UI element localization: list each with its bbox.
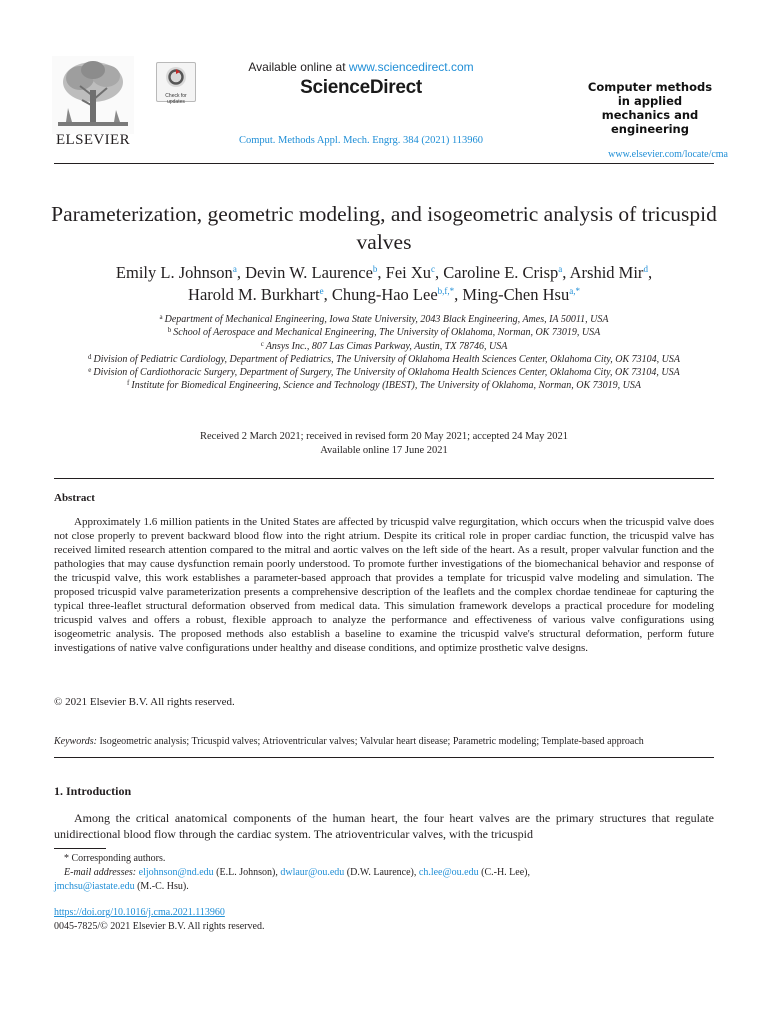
sciencedirect-link[interactable]: www.sciencedirect.com (348, 60, 474, 74)
affiliation-key: a (159, 313, 163, 321)
author-affil-mark[interactable]: e (319, 286, 324, 296)
abstract-heading: Abstract (54, 492, 95, 504)
affiliation-key: e (88, 366, 92, 375)
author-name: Caroline E. Crisp (443, 263, 559, 282)
affiliation (80, 313, 688, 326)
email-link[interactable]: ch.lee@ou.edu (418, 867, 479, 878)
author-affil-mark[interactable]: b (372, 264, 378, 274)
author-affil-mark[interactable]: a (558, 264, 563, 274)
affiliation-key: f (127, 379, 130, 388)
check-updates-label: Check for updates (165, 93, 187, 105)
email-addresses-cont (54, 880, 714, 894)
author-name: Emily L. Johnson (115, 263, 233, 282)
section-heading-introduction: 1. Introduction (54, 784, 132, 798)
journal-title-line: engineering (611, 122, 689, 136)
issn-copyright: 0045-7825/© 2021 Elsevier B.V. All rights reserved. (54, 921, 265, 932)
keywords-label: Keywords: (54, 736, 97, 747)
author-name: Harold M. Burkhart (188, 285, 320, 304)
affiliation (80, 353, 688, 366)
affiliation-text: Ansys Inc., 807 Las Cimas Parkway, Austin, TX 78746, USA (265, 340, 508, 352)
affiliation (80, 340, 688, 353)
affiliation-text: Division of Pediatric Cardiology, Department of Pediatrics, The University of Oklahoma Health Sciences Center, Oklahoma City, OK 73104, USA (93, 353, 680, 365)
journal-title-line: in applied (617, 94, 683, 108)
journal-homepage-link[interactable]: www.elsevier.com/locate/cma (608, 149, 728, 160)
available-online-date: Available online 17 June 2021 (320, 444, 448, 456)
affiliation-text: Division of Cardiothoracic Surgery, Department of Surgery, The University of Oklahoma Health Sciences Center, Oklahoma City, OK 73104, USA (93, 367, 680, 379)
keywords (54, 735, 724, 748)
journal-reference[interactable]: Comput. Methods Appl. Mech. Engrg. 384 (2021) 113960 (238, 135, 484, 146)
header-rule (54, 163, 714, 164)
email-label: E-mail addresses: (64, 867, 137, 878)
abstract-copyright: © 2021 Elsevier B.V. All rights reserved. (54, 696, 235, 708)
update-icon (165, 66, 187, 88)
author-name: Devin W. Laurence (245, 263, 373, 282)
available-online (200, 60, 522, 74)
author-name: Arshid Mir (569, 263, 644, 282)
keywords-list: Isogeometric analysis; Tricuspid valves; Atrioventricular valves; Valvular heart disease; Parametric modeling; Template-based approach (96, 736, 644, 747)
available-prefix: Available online at (248, 60, 349, 74)
author-affil-mark[interactable]: a,* (569, 286, 580, 296)
abstract-text: Approximately 1.6 million patients in the United States are affected by tricuspid valve regurgitation, which occurs when the tricuspid valve does not close properly to prevent backward blood flow into the right atrium. Despite its critical role in proper cardiac function, the tricuspid valve has received limited research attention compared to the mitral and aortic valves on the left side of the heart. As a result, proper valvular function and the pathologies that may cause dysfunction remain poorly understood. To promote further investigations of the biomechanical behavior and response of the tricuspid valve, this work establishes a parameter-based approach that provides a template for tricuspid valve modeling and simulation. The proposed tricuspid valve parameterization presents a comprehensive description of the leaflets and the complex chordae tendineae for capturing the typical three-leaflet structural deformation observed from medical data. This simulation framework develops a practical procedure for modeling tricuspid valves and offers a robust, flexible approach to analyze the performance and effectiveness of various valve configurations using isogeometric analysis. The proposed methods also establish a baseline to examine the tricuspid valve's structural deformation, perform future investigations of native valve configurations under healthy and disease conditions, and optimize prosthetic valve designs. (54, 516, 714, 654)
affiliation-text: Institute for Biomedical Engineering, Science and Technology (IBEST), The University of Oklahoma, Norman, OK 73019, USA (131, 380, 641, 392)
affiliation-key: b (167, 326, 172, 335)
affiliation (80, 366, 688, 379)
author-name: Fei Xu (385, 263, 432, 282)
publisher-name: ELSEVIER (55, 132, 131, 148)
author-affil-mark[interactable]: d (643, 264, 648, 274)
author-affil-mark[interactable]: b,f,* (437, 286, 455, 296)
affiliation-key: d (88, 352, 92, 361)
corresponding-author-note: * Corresponding authors. (64, 853, 166, 864)
abstract-top-rule (54, 478, 714, 479)
affiliation-list (80, 313, 688, 393)
email-owner: (M.-C. Hsu). (137, 881, 189, 892)
author-name: Chung-Hao Lee (331, 285, 438, 304)
email-link[interactable]: dwlaur@ou.edu (280, 867, 345, 878)
doi-link[interactable]: https://doi.org/10.1016/j.cma.2021.113960 (54, 907, 225, 918)
author-list: Emily L. Johnson$^a$, Devin W. Laurence$^b$, Fei Xu$^c$, Caroline E. Crisp$^a$, Arshid Mir$^d$, Harold M. Burkhart$^e$, Chung-Hao Lee$^{b,f,*}$, Ming-Chen Hsu$^{a,*}$ (115, 263, 653, 304)
received-dates: Received 2 March 2021; received in revised form 20 May 2021; accepted 24 May 2021 (200, 431, 568, 442)
journal-title (576, 80, 724, 136)
journal-title-line: Computer methods (587, 80, 713, 94)
introduction-text: Among the critical anatomical components of the human heart, the four heart valves are the primary structures that regulate unidirectional blood flow through the cardiac system. The atrioventricular valves, with the tricuspid (54, 811, 714, 841)
sciencedirect-logo: ScienceDirect (300, 77, 422, 98)
author-affil-mark[interactable]: c (431, 264, 436, 274)
paper-title: Parameterization, geometric modeling, and isogeometric analysis of tricuspid valves (51, 202, 717, 254)
affiliation-key: c (260, 339, 264, 348)
article-history (80, 430, 688, 457)
email-addresses (54, 866, 714, 880)
footnote-rule (54, 848, 106, 849)
author-name: Ming-Chen Hsu (462, 285, 570, 304)
journal-title-line: mechanics and (601, 108, 699, 122)
email-owner: (C.-H. Lee), (481, 867, 530, 878)
affiliation (80, 379, 688, 392)
author-affil-mark[interactable]: a (232, 264, 237, 274)
email-link[interactable]: jmchsu@iastate.edu (54, 881, 135, 892)
affiliation-text: Department of Mechanical Engineering, Iowa State University, 2043 Black Engineering, Ames, IA 50011, USA (164, 314, 609, 325)
email-owner: (D.W. Laurence), (346, 867, 417, 878)
abstract-bottom-rule (54, 757, 714, 758)
affiliation-text: School of Aerospace and Mechanical Engineering, The University of Oklahoma, Norman, OK 73019, USA (173, 327, 601, 339)
check-for-updates-badge[interactable] (156, 62, 196, 105)
affiliation (80, 326, 688, 339)
email-owner: (E.L. Johnson), (216, 867, 278, 878)
email-link[interactable]: eljohnson@nd.edu (138, 867, 214, 878)
